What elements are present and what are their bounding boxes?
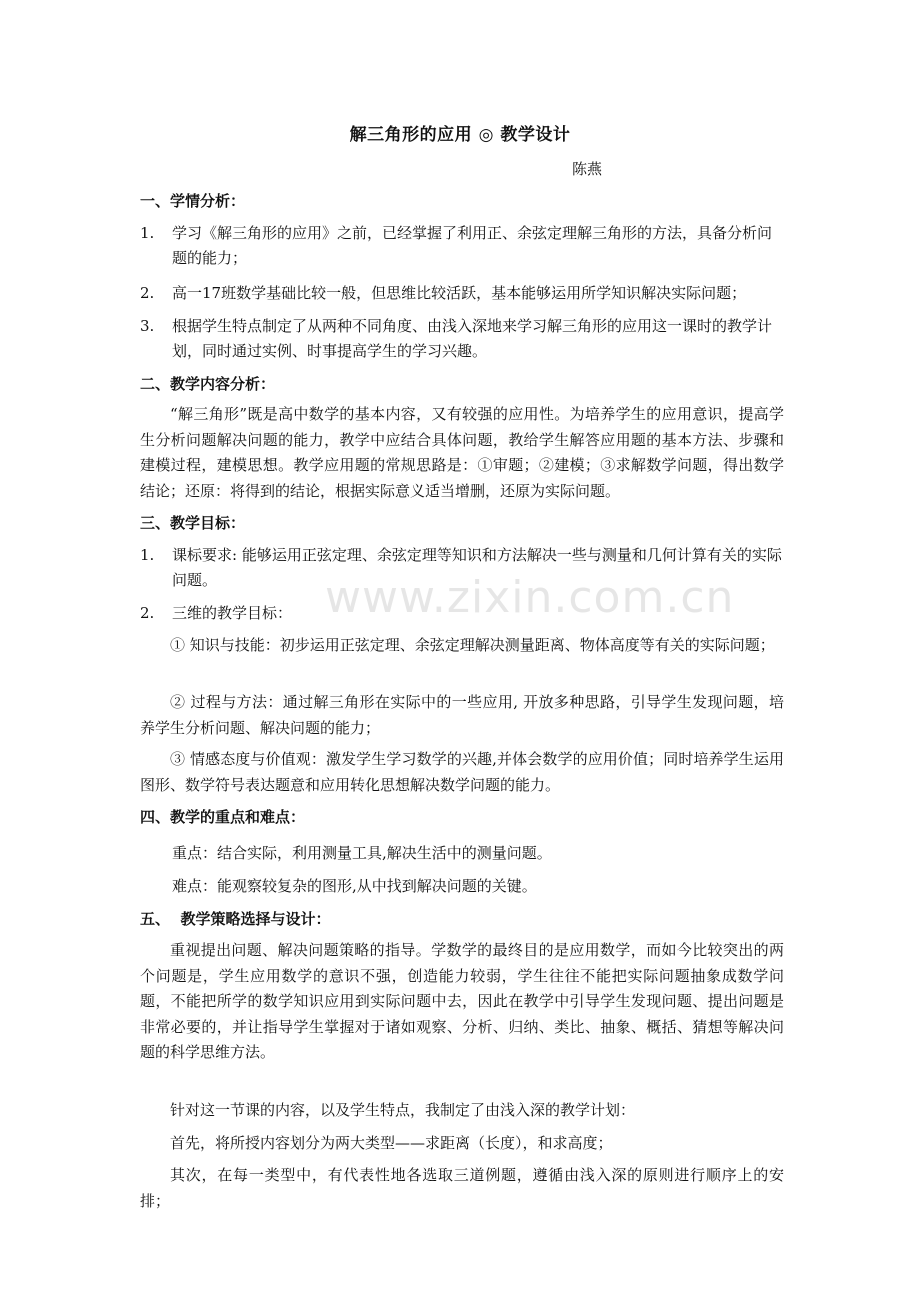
list-item: 三维的教学目标： — [172, 604, 293, 622]
list-item: 高一17班数学基础比较一般，但思维比较活跃，基本能够运用所学知识解决实际问题； — [172, 284, 747, 302]
document-title: 解三角形的应用 ◎ 教学设计 — [349, 125, 571, 145]
key-point: 重点：结合实际，利用测量工具,解决生活中的测量问题。 — [172, 844, 552, 862]
content-analysis-paragraph: “解三角形”既是高中数学的基本内容，又有较强的应用性。为培养学生的应用意识，提高学生分析问题解决问题的能力，教学中应结合具体问题，教给学生解答应用题的基本方法、步骤和建模过程，建模思想。教学应用题的常规思路是：①审题；②建模；③求解数学问题，得出数学结论；还原：将得到的结论，根据实际意义适当增删，还原为实际问题。 — [140, 405, 784, 500]
list-number: 3. — [140, 317, 155, 335]
list-item: 课标要求: 能够运用正弦定理、余弦定理等知识和方法解决一些与测量和几何计算有关的实际问题。 — [172, 546, 782, 589]
section-4-heading: 四、教学的重点和难点： — [140, 808, 306, 826]
section-2-heading: 二、教学内容分析： — [140, 375, 276, 393]
list-item: 学习《解三角形的应用》之前，已经掌握了利用正、余弦定理解三角形的方法，具备分析问题的能力； — [172, 224, 773, 267]
plan-step-1: 首先，将所授内容划分为两大类型——求距离（长度），和求高度； — [170, 1134, 613, 1152]
list-item: 根据学生特点制定了从两种不同角度、由浅入深地来学习解三角形的应用这一课时的教学计划，同时通过实例、时事提高学生的学习兴趣。 — [172, 317, 773, 360]
plan-intro-paragraph: 针对这一节课的内容，以及学生特点，我制定了由浅入深的教学计划： — [170, 1101, 636, 1119]
goal-knowledge: ① 知识与技能：初步运用正弦定理、余弦定理解决测量距离、物体高度等有关的实际问题； — [170, 636, 775, 654]
plan-step-2: 其次，在每一类型中，有代表性地各选取三道例题，遵循由浅入深的原则进行顺序上的安排； — [140, 1166, 784, 1210]
difficult-point: 难点：能观察较复杂的图形,从中找到解决问题的关键。 — [172, 877, 537, 895]
watermark: www.zixin.com.cn — [325, 572, 735, 623]
section-5-heading: 五、 教学策略选择与设计： — [140, 910, 331, 928]
strategy-paragraph: 重视提出问题、解决问题策略的指导。学数学的最终目的是应用数学，而如今比较突出的两个问题是，学生应用数学的意识不强，创造能力较弱，学生往往不能把实际问题抽象成数学问题，不能把所学的数学知识应用到实际问题中去，因此在教学中引导学生发现问题、提出问题是非常必要的，并让指导学生掌握对于诸如观察、分析、归纳、类比、抽象、概括、猜想等解决问题的科学思维方法。 — [140, 941, 784, 1061]
section-3-heading: 三、教学目标： — [140, 514, 246, 532]
goal-attitude: ③ 情感态度与价值观：激发学生学习数学的兴趣,并体会数学的应用价值；同时培养学生运用图形、数学符号表达题意和应用转化思想解决数学问题的能力。 — [140, 750, 784, 794]
list-number: 2. — [140, 284, 155, 302]
list-number: 1. — [140, 224, 155, 242]
section-1-heading: 一、学情分析： — [140, 192, 246, 210]
list-number: 1. — [140, 546, 155, 564]
list-number: 2. — [140, 604, 155, 622]
goal-process: ② 过程与方法：通过解三角形在实际中的一些应用, 开放多种思路，引导学生发现问题，培养学生分析问题、解决问题的能力； — [140, 693, 784, 737]
author-name: 陈燕 — [572, 160, 603, 178]
